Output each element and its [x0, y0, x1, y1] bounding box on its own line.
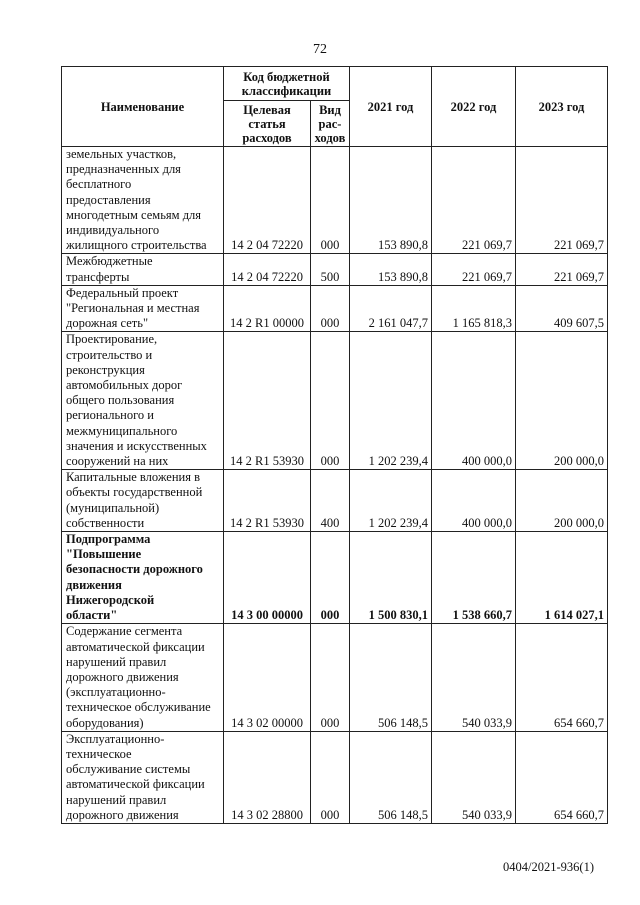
- row-expense-type: 000: [311, 532, 350, 624]
- table-row: [62, 470, 608, 532]
- header-name: Наименование: [62, 67, 224, 147]
- page-number: 72: [313, 42, 327, 57]
- row-value-2023: 1 614 027,1: [516, 532, 608, 624]
- header-2022: 2022 год: [432, 67, 516, 147]
- row-value-2023: 200 000,0: [516, 332, 608, 470]
- table-row: [62, 147, 608, 254]
- row-target-code: 14 3 02 28800: [224, 731, 311, 823]
- document-code: 0404/2021-936(1): [503, 860, 594, 874]
- row-value-2021: 506 148,5: [350, 731, 432, 823]
- row-value-2022: 540 033,9: [432, 624, 516, 731]
- row-value-2022: 400 000,0: [432, 332, 516, 470]
- row-target-code: 14 2 04 72220: [224, 147, 311, 254]
- header-type: Вид рас-ходов: [311, 101, 350, 147]
- row-value-2021: 1 500 830,1: [350, 532, 432, 624]
- table-row: [62, 254, 608, 285]
- row-target-code: 14 2 R1 53930: [224, 470, 311, 532]
- row-expense-type: 000: [311, 731, 350, 823]
- row-target-code: 14 3 02 00000: [224, 624, 311, 731]
- row-value-2021: 506 148,5: [350, 624, 432, 731]
- row-value-2022: 221 069,7: [432, 147, 516, 254]
- table-row: [62, 332, 608, 470]
- row-value-2023: 221 069,7: [516, 254, 608, 285]
- row-target-code: 14 2 R1 00000: [224, 285, 311, 332]
- table-row: [62, 731, 608, 823]
- header-kbk: Код бюджетной классификации: [224, 67, 350, 101]
- row-value-2023: 654 660,7: [516, 624, 608, 731]
- row-expense-type: 000: [311, 332, 350, 470]
- row-name: Содержание сегмента автоматической фиксации нарушений правил дорожного движения (эксплуатационно- техническое обслуживание оборудования): [62, 624, 224, 731]
- header-target: Целевая статья расходов: [224, 101, 311, 147]
- row-expense-type: 000: [311, 624, 350, 731]
- row-value-2021: 2 161 047,7: [350, 285, 432, 332]
- row-expense-type: 000: [311, 147, 350, 254]
- row-value-2021: 153 890,8: [350, 147, 432, 254]
- table-row: [62, 285, 608, 332]
- row-target-code: 14 2 04 72220: [224, 254, 311, 285]
- row-value-2023: 654 660,7: [516, 731, 608, 823]
- row-value-2022: 1 538 660,7: [432, 532, 516, 624]
- row-name: Федеральный проект "Региональная и местная дорожная сеть": [62, 285, 224, 332]
- header-2021: 2021 год: [350, 67, 432, 147]
- row-value-2021: 1 202 239,4: [350, 470, 432, 532]
- header-2023: 2023 год: [516, 67, 608, 147]
- row-name: земельных участков, предназначенных для бесплатного предоставления многодетным семьям для индивидуального жилищного строительства: [62, 147, 224, 254]
- row-value-2021: 153 890,8: [350, 254, 432, 285]
- row-value-2022: 540 033,9: [432, 731, 516, 823]
- row-value-2023: 200 000,0: [516, 470, 608, 532]
- row-name: Межбюджетные трансферты: [62, 254, 224, 285]
- row-target-code: 14 3 00 00000: [224, 532, 311, 624]
- row-value-2022: 221 069,7: [432, 254, 516, 285]
- row-expense-type: 400: [311, 470, 350, 532]
- row-expense-type: 000: [311, 285, 350, 332]
- table-row: [62, 624, 608, 731]
- row-name: Проектирование, строительство и реконструкция автомобильных дорог общего пользования регионального и межмуниципального значения и искусственных сооружений на них: [62, 332, 224, 470]
- row-value-2023: 221 069,7: [516, 147, 608, 254]
- row-value-2023: 409 607,5: [516, 285, 608, 332]
- row-expense-type: 500: [311, 254, 350, 285]
- budget-table: [61, 66, 608, 824]
- row-value-2022: 1 165 818,3: [432, 285, 516, 332]
- row-name: Эксплуатационно- техническое обслуживание системы автоматической фиксации нарушений правил дорожного движения: [62, 731, 224, 823]
- row-value-2021: 1 202 239,4: [350, 332, 432, 470]
- row-value-2022: 400 000,0: [432, 470, 516, 532]
- row-name: Капитальные вложения в объекты государственной (муниципальной) собственности: [62, 470, 224, 532]
- table-row: [62, 532, 608, 624]
- row-name: Подпрограмма "Повышение безопасности дорожного движения Нижегородской области": [62, 532, 224, 624]
- row-target-code: 14 2 R1 53930: [224, 332, 311, 470]
